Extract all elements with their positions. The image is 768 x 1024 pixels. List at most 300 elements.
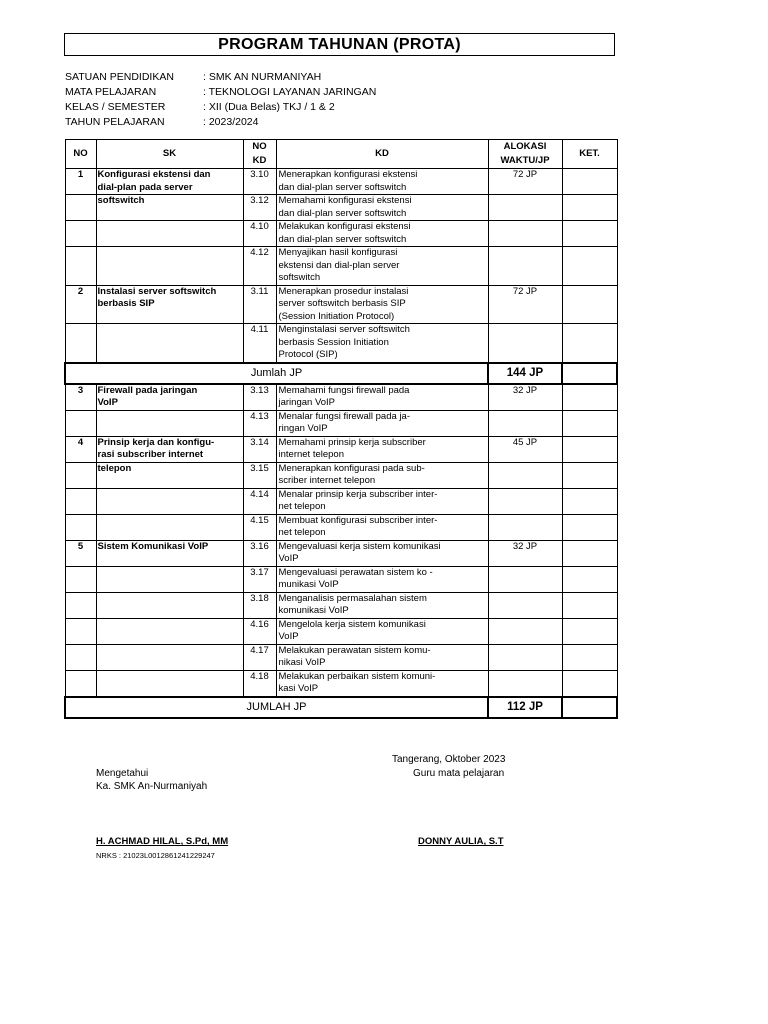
table-row: [65, 514, 617, 527]
cell-kd: server softswitch berbasis SIP: [276, 298, 488, 311]
total-ket: [562, 697, 617, 718]
cell-no-kd: 4.10: [243, 221, 276, 234]
signature-left-position: Ka. SMK An-Nurmaniyah: [96, 781, 208, 792]
table-row: [65, 488, 617, 501]
cell-alokasi: [488, 566, 562, 579]
header-alokasi: [488, 140, 562, 169]
cell-no: [65, 410, 96, 423]
info-value: : TEKNOLOGI LAYANAN JARINGAN: [203, 86, 377, 98]
cell-sk: VoIP: [96, 397, 243, 410]
info-label: TAHUN PELAJARAN: [65, 116, 165, 128]
table-row: [65, 644, 617, 657]
cell-sk: telepon: [96, 462, 243, 475]
cell-kd: scriber internet telepon: [276, 475, 488, 488]
cell-sk: rasi subscriber internet: [96, 449, 243, 462]
cell-no-kd: [243, 475, 276, 488]
cell-kd: Menalar fungsi firewall pada ja-: [276, 410, 488, 423]
cell-no: [65, 566, 96, 579]
cell-ket: [562, 566, 617, 579]
cell-no: [65, 644, 96, 657]
cell-ket: [562, 298, 617, 311]
total-row-1: [65, 363, 617, 384]
cell-sk: [96, 631, 243, 644]
cell-alokasi: 32 JP: [488, 540, 562, 553]
cell-no: [65, 605, 96, 618]
cell-ket: [562, 410, 617, 423]
header-kd: KD: [276, 140, 488, 169]
cell-ket: [562, 423, 617, 436]
cell-alokasi: [488, 260, 562, 273]
cell-no-kd: [243, 527, 276, 540]
cell-ket: [562, 221, 617, 234]
total-label: JUMLAH JP: [65, 697, 488, 718]
table-row: [65, 683, 617, 697]
cell-no-kd: 3.12: [243, 195, 276, 208]
cell-ket: [562, 337, 617, 350]
cell-ket: [562, 488, 617, 501]
table-row: [65, 423, 617, 436]
total-row-2: [65, 697, 617, 718]
cell-no-kd: 4.15: [243, 514, 276, 527]
cell-alokasi: [488, 221, 562, 234]
cell-alokasi: [488, 605, 562, 618]
cell-kd: Melakukan konfigurasi ekstensi: [276, 221, 488, 234]
cell-no: 2: [65, 285, 96, 298]
cell-kd: Menganalisis permasalahan sistem: [276, 592, 488, 605]
cell-kd: Mengelola kerja sistem komunikasi: [276, 618, 488, 631]
cell-no-kd: [243, 605, 276, 618]
cell-no-kd: 4.16: [243, 618, 276, 631]
table-row: [65, 311, 617, 324]
cell-sk: [96, 488, 243, 501]
document-title: [64, 33, 615, 56]
table-row: [65, 475, 617, 488]
cell-kd: Memahami prinsip kerja subscriber: [276, 436, 488, 449]
cell-ket: [562, 644, 617, 657]
header-no-kd: [243, 140, 276, 169]
cell-no-kd: [243, 260, 276, 273]
cell-kd: Melakukan perbaikan sistem komuni-: [276, 670, 488, 683]
cell-kd: jaringan VoIP: [276, 397, 488, 410]
cell-alokasi: [488, 579, 562, 592]
cell-sk: [96, 579, 243, 592]
header-no-kd-line1: NO: [252, 141, 267, 152]
cell-kd: net telepon: [276, 501, 488, 514]
cell-no-kd: [243, 208, 276, 221]
document-title-text: PROGRAM TAHUNAN (PROTA): [218, 35, 461, 53]
cell-sk: dial-plan pada server: [96, 182, 243, 195]
table-row: [65, 169, 617, 182]
cell-kd: Mengevaluasi perawatan sistem ko -: [276, 566, 488, 579]
cell-sk: Sistem Komunikasi VoIP: [96, 540, 243, 553]
cell-no: [65, 579, 96, 592]
cell-no-kd: 4.18: [243, 670, 276, 683]
cell-kd: ringan VoIP: [276, 423, 488, 436]
cell-sk: [96, 527, 243, 540]
info-label: MATA PELAJARAN: [65, 86, 157, 98]
cell-ket: [562, 272, 617, 285]
cell-no: [65, 234, 96, 247]
table-row: [65, 298, 617, 311]
info-label: KELAS / SEMESTER: [65, 101, 166, 113]
cell-no-kd: [243, 579, 276, 592]
cell-ket: [562, 631, 617, 644]
table-row: [65, 631, 617, 644]
cell-no-kd: [243, 272, 276, 285]
cell-no-kd: 3.17: [243, 566, 276, 579]
cell-ket: [562, 195, 617, 208]
cell-sk: [96, 670, 243, 683]
signature-right-label: Guru mata pelajaran: [413, 768, 505, 779]
cell-sk: [96, 337, 243, 350]
total-ket: [562, 363, 617, 384]
cell-alokasi: [488, 234, 562, 247]
cell-no: [65, 208, 96, 221]
cell-kd: nikasi VoIP: [276, 657, 488, 670]
cell-ket: [562, 527, 617, 540]
cell-sk: [96, 272, 243, 285]
table-header-row: [65, 140, 617, 169]
cell-alokasi: [488, 501, 562, 514]
table-row: [65, 657, 617, 670]
cell-no: [65, 221, 96, 234]
cell-no-kd: 3.13: [243, 384, 276, 398]
cell-alokasi: [488, 644, 562, 657]
cell-kd: Menerapkan konfigurasi ekstensi: [276, 169, 488, 182]
cell-no: 3: [65, 384, 96, 398]
cell-ket: [562, 311, 617, 324]
cell-no: [65, 260, 96, 273]
table-row: [65, 221, 617, 234]
cell-kd: internet telepon: [276, 449, 488, 462]
cell-no-kd: [243, 553, 276, 566]
cell-ket: [562, 169, 617, 182]
cell-kd: Menginstalasi server softswitch: [276, 324, 488, 337]
cell-ket: [562, 260, 617, 273]
cell-alokasi: [488, 527, 562, 540]
cell-sk: softswitch: [96, 195, 243, 208]
cell-kd: (Session Initiation Protocol): [276, 311, 488, 324]
cell-kd: Membuat konfigurasi subscriber inter-: [276, 514, 488, 527]
cell-sk: Konfigurasi ekstensi dan: [96, 169, 243, 182]
cell-kd: dan dial-plan server softswitch: [276, 182, 488, 195]
cell-ket: [562, 247, 617, 260]
cell-alokasi: [488, 182, 562, 195]
table-row: [65, 285, 617, 298]
cell-sk: [96, 592, 243, 605]
cell-kd: komunikasi VoIP: [276, 605, 488, 618]
cell-no-kd: [243, 423, 276, 436]
table-row: [65, 592, 617, 605]
cell-sk: [96, 475, 243, 488]
cell-alokasi: [488, 514, 562, 527]
cell-ket: [562, 501, 617, 514]
cell-no: [65, 618, 96, 631]
cell-no: [65, 349, 96, 363]
cell-sk: [96, 247, 243, 260]
cell-sk: [96, 566, 243, 579]
cell-no: 4: [65, 436, 96, 449]
table-row: [65, 247, 617, 260]
cell-no: [65, 657, 96, 670]
table-row: [65, 670, 617, 683]
table-row: [65, 501, 617, 514]
table-row: [65, 208, 617, 221]
cell-ket: [562, 234, 617, 247]
cell-no-kd: [243, 449, 276, 462]
cell-alokasi: [488, 670, 562, 683]
cell-ket: [562, 605, 617, 618]
table-row: [65, 195, 617, 208]
cell-kd: VoIP: [276, 553, 488, 566]
header-no: NO: [65, 140, 96, 169]
cell-no: [65, 423, 96, 436]
cell-kd: Menyajikan hasil konfigurasi: [276, 247, 488, 260]
table-row: [65, 324, 617, 337]
cell-no-kd: 4.12: [243, 247, 276, 260]
cell-alokasi: 45 JP: [488, 436, 562, 449]
signature-left-name: H. ACHMAD HILAL, S.Pd, MM: [96, 836, 229, 847]
cell-no: [65, 488, 96, 501]
cell-ket: [562, 618, 617, 631]
cell-ket: [562, 324, 617, 337]
cell-no: [65, 449, 96, 462]
cell-no: [65, 631, 96, 644]
cell-no: [65, 195, 96, 208]
cell-alokasi: [488, 488, 562, 501]
cell-no-kd: 4.17: [243, 644, 276, 657]
cell-sk: [96, 311, 243, 324]
table-row: [65, 234, 617, 247]
cell-sk: [96, 324, 243, 337]
total-value: 144 JP: [488, 363, 562, 384]
cell-ket: [562, 285, 617, 298]
cell-sk: berbasis SIP: [96, 298, 243, 311]
cell-ket: [562, 540, 617, 553]
cell-no: [65, 683, 96, 697]
cell-alokasi: [488, 475, 562, 488]
cell-no-kd: [243, 298, 276, 311]
cell-alokasi: [488, 553, 562, 566]
table-row: [65, 605, 617, 618]
table-row: [65, 397, 617, 410]
cell-no: [65, 337, 96, 350]
cell-no: [65, 514, 96, 527]
cell-no: [65, 462, 96, 475]
cell-no-kd: 3.16: [243, 540, 276, 553]
header-ket: KET.: [562, 140, 617, 169]
table-row: [65, 410, 617, 423]
cell-ket: [562, 475, 617, 488]
cell-kd: net telepon: [276, 527, 488, 540]
table-row: [65, 436, 617, 449]
cell-no: [65, 553, 96, 566]
cell-kd: Protocol (SIP): [276, 349, 488, 363]
cell-no-kd: 4.11: [243, 324, 276, 337]
cell-alokasi: [488, 657, 562, 670]
cell-no-kd: [243, 234, 276, 247]
cell-alokasi: [488, 208, 562, 221]
total-value: 112 JP: [488, 697, 562, 718]
cell-ket: [562, 436, 617, 449]
info-value: : SMK AN NURMANIYAH: [203, 71, 322, 83]
cell-sk: [96, 553, 243, 566]
cell-no-kd: 4.13: [243, 410, 276, 423]
cell-kd: softswitch: [276, 272, 488, 285]
cell-no: [65, 475, 96, 488]
cell-ket: [562, 657, 617, 670]
table-row: [65, 384, 617, 398]
info-label: SATUAN PENDIDIKAN: [65, 71, 174, 83]
cell-no-kd: [243, 501, 276, 514]
signature-left-nrks: NRKS : 21023L0012861241229247: [96, 851, 215, 860]
cell-ket: [562, 462, 617, 475]
cell-ket: [562, 384, 617, 398]
cell-no: [65, 670, 96, 683]
total-label: Jumlah JP: [65, 363, 488, 384]
cell-ket: [562, 683, 617, 697]
cell-kd: dan dial-plan server softswitch: [276, 208, 488, 221]
cell-alokasi: [488, 631, 562, 644]
cell-alokasi: [488, 311, 562, 324]
cell-alokasi: [488, 683, 562, 697]
header-sk: SK: [96, 140, 243, 169]
cell-kd: Mengevaluasi kerja sistem komunikasi: [276, 540, 488, 553]
cell-no-kd: 3.18: [243, 592, 276, 605]
cell-no-kd: 3.10: [243, 169, 276, 182]
cell-alokasi: [488, 337, 562, 350]
cell-no: [65, 247, 96, 260]
table-row: [65, 349, 617, 363]
cell-no-kd: [243, 397, 276, 410]
cell-no: 1: [65, 169, 96, 182]
cell-no: [65, 272, 96, 285]
table-row: [65, 618, 617, 631]
cell-ket: [562, 449, 617, 462]
cell-ket: [562, 670, 617, 683]
cell-kd: Menerapkan konfigurasi pada sub-: [276, 462, 488, 475]
cell-kd: dan dial-plan server softswitch: [276, 234, 488, 247]
cell-sk: [96, 657, 243, 670]
cell-ket: [562, 579, 617, 592]
cell-no: [65, 298, 96, 311]
cell-ket: [562, 514, 617, 527]
cell-sk: [96, 234, 243, 247]
cell-sk: [96, 349, 243, 363]
cell-alokasi: [488, 592, 562, 605]
table-total1: [65, 363, 617, 384]
cell-kd: kasi VoIP: [276, 683, 488, 697]
cell-no-kd: 3.14: [243, 436, 276, 449]
cell-ket: [562, 349, 617, 363]
cell-kd: VoIP: [276, 631, 488, 644]
place-date: Tangerang, Oktober 2023: [392, 754, 506, 765]
header-no-kd-line2: KD: [252, 155, 267, 166]
cell-no-kd: 3.15: [243, 462, 276, 475]
cell-alokasi: [488, 410, 562, 423]
cell-ket: [562, 208, 617, 221]
cell-sk: [96, 423, 243, 436]
cell-sk: [96, 208, 243, 221]
table-row: [65, 462, 617, 475]
table-body-part1: [65, 169, 617, 363]
table-row: [65, 449, 617, 462]
table-row: [65, 553, 617, 566]
cell-alokasi: [488, 324, 562, 337]
cell-sk: [96, 221, 243, 234]
table-row: [65, 527, 617, 540]
signature-left-label: Mengetahui: [96, 768, 149, 779]
cell-no: [65, 311, 96, 324]
cell-no: [65, 324, 96, 337]
cell-alokasi: [488, 449, 562, 462]
cell-alokasi: [488, 195, 562, 208]
cell-sk: [96, 514, 243, 527]
cell-kd: munikasi VoIP: [276, 579, 488, 592]
cell-no-kd: [243, 349, 276, 363]
cell-ket: [562, 397, 617, 410]
cell-alokasi: [488, 423, 562, 436]
table-row: [65, 579, 617, 592]
cell-sk: [96, 683, 243, 697]
cell-sk: [96, 618, 243, 631]
table-total2: [65, 697, 617, 718]
cell-no-kd: [243, 657, 276, 670]
cell-sk: Firewall pada jaringan: [96, 384, 243, 398]
cell-sk: [96, 260, 243, 273]
cell-alokasi: [488, 247, 562, 260]
cell-no: [65, 182, 96, 195]
cell-sk: [96, 644, 243, 657]
table-row: [65, 540, 617, 553]
cell-no-kd: [243, 337, 276, 350]
cell-alokasi: [488, 298, 562, 311]
cell-no: [65, 592, 96, 605]
cell-ket: [562, 553, 617, 566]
signature-right-name: DONNY AULIA, S.T: [418, 836, 504, 847]
table-row: [65, 260, 617, 273]
cell-no-kd: [243, 683, 276, 697]
cell-alokasi: [488, 618, 562, 631]
table-row: [65, 566, 617, 579]
prota-table: [64, 139, 618, 719]
cell-kd: Menerapkan prosedur instalasi: [276, 285, 488, 298]
cell-alokasi: 72 JP: [488, 285, 562, 298]
cell-no-kd: [243, 182, 276, 195]
cell-sk: Instalasi server softswitch: [96, 285, 243, 298]
cell-ket: [562, 182, 617, 195]
cell-kd: Melakukan perawatan sistem komu-: [276, 644, 488, 657]
table-row: [65, 337, 617, 350]
cell-kd: Menalar prinsip kerja subscriber inter-: [276, 488, 488, 501]
cell-no: [65, 527, 96, 540]
cell-sk: Prinsip kerja dan konfigu-: [96, 436, 243, 449]
cell-ket: [562, 592, 617, 605]
header-alokasi-line1: ALOKASI: [503, 141, 547, 152]
cell-no-kd: 3.11: [243, 285, 276, 298]
cell-no-kd: [243, 631, 276, 644]
cell-no: [65, 397, 96, 410]
cell-alokasi: [488, 397, 562, 410]
cell-no: 5: [65, 540, 96, 553]
cell-kd: Memahami fungsi firewall pada: [276, 384, 488, 398]
cell-sk: [96, 410, 243, 423]
cell-alokasi: 72 JP: [488, 169, 562, 182]
cell-kd: ekstensi dan dial-plan server: [276, 260, 488, 273]
cell-kd: Memahami konfigurasi ekstensi: [276, 195, 488, 208]
cell-alokasi: [488, 272, 562, 285]
info-value: : 2023/2024: [203, 116, 259, 128]
